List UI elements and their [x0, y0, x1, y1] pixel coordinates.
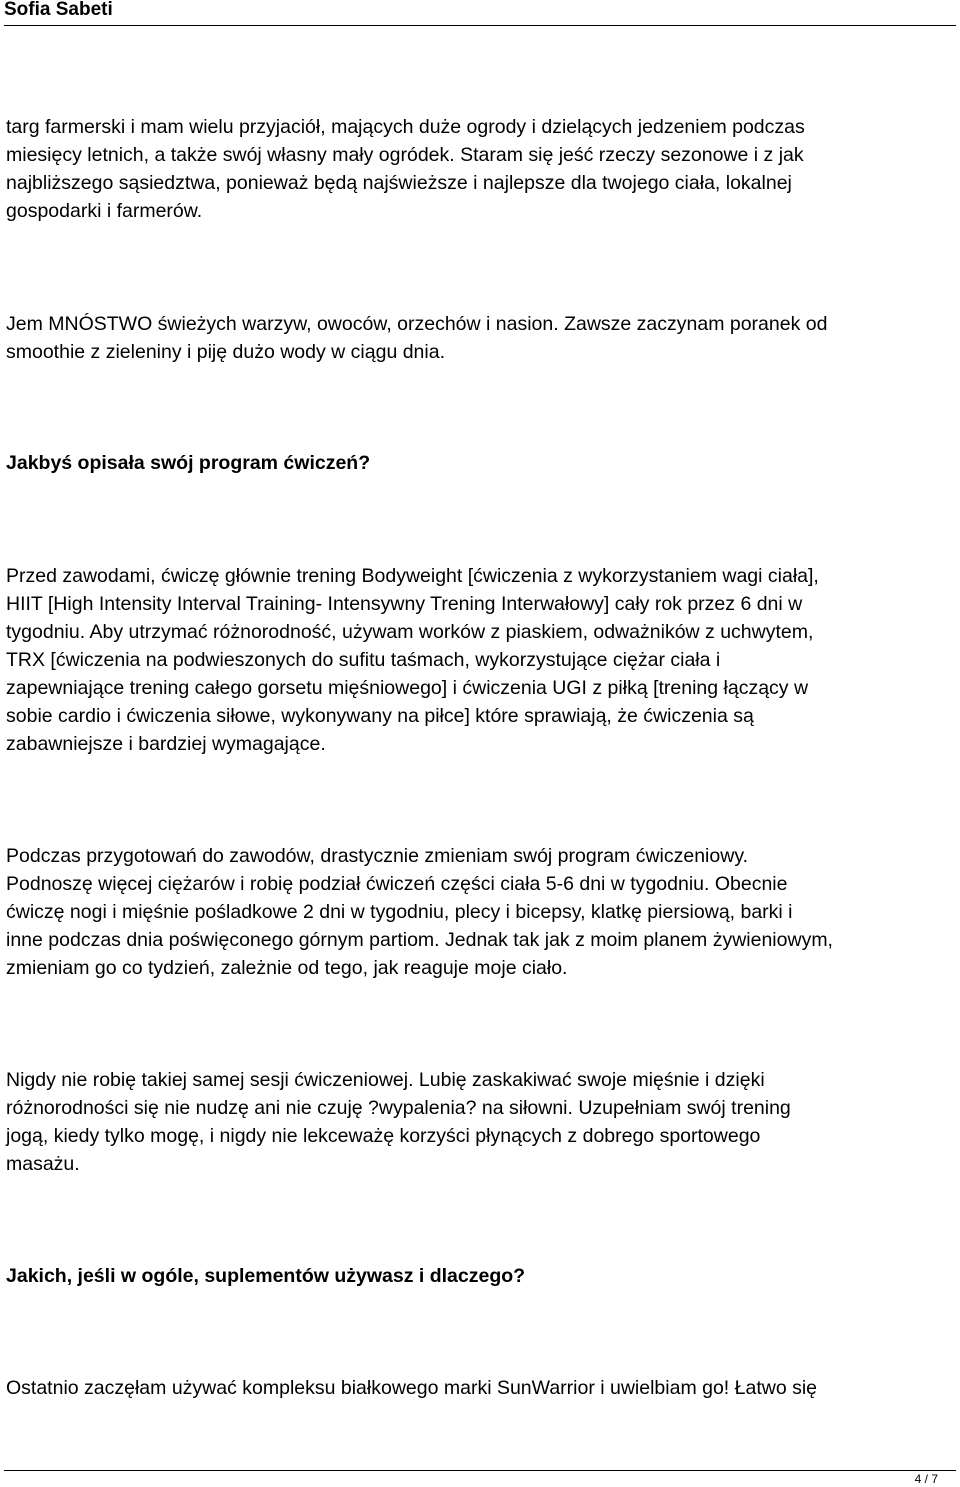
page-number: 4 / 7: [914, 1472, 938, 1486]
footer-divider: [4, 1470, 956, 1471]
paragraph-local-produce: targ farmerski i mam wielu przyjaciół, mających duże ogrody i dzielących jedzeniem podczas miesięcy letnich, a także swój własny mały ogródek. Staram się jeść rzeczy sezonowe i z jak najbliższego sąsiedztwa, ponieważ będą najświeższe i najlepsze dla twojego ciała, lokalnej gospodarki i farmerów.: [6, 116, 805, 222]
paragraph-competition-prep: Podczas przygotowań do zawodów, drastycznie zmieniam swój program ćwiczeniowy. Podnoszę więcej ciężarów i robię podział ćwiczeń części ciała 5-6 dni w tygodniu. Obecnie ćwiczę nogi i mięśnie pośladkowe 2 dni w tygodniu, plecy i bicepsy, klatkę piersiową, barki i inne podczas dnia poświęconego górnym partiom. Jednak tak jak z moim planem żywieniowym, zmieniam go co tydzień, zależnie od tego, jak reaguje moje ciało.: [6, 845, 833, 979]
paragraph-variety: Nigdy nie robię takiej samej sesji ćwiczeniowej. Lubię zaskakiwać swoje mięśnie i dzięki różnorodności się nie nudzę ani nie czuję ?wypalenia? na siłowni. Uzupełniam swój trening jogą, kiedy tylko mogę, i nigdy nie lekceważę korzyści płynących z dobrego sportowego masażu.: [6, 1069, 791, 1175]
paragraph-training-routine: Przed zawodami, ćwiczę głównie trening Bodyweight [ćwiczenia z wykorzystaniem wagi ciała], HIIT [High Intensity Interval Training- Intensywny Trening Interwałowy] cały rok przez 6 dni w tygodniu. Aby utrzymać różnorodność, używam worków z piaskiem, odważników z uchwytem, TRX [ćwiczenia na podwieszonych do sufitu taśmach, wykorzystujące ciężar ciała i zapewniające trening całego gorsetu mięśniowego] i ćwiczenia UGI z piłką [trening łączący w sobie cardio i ćwiczenia siłowe, wykonywany na piłce] które sprawiają, że ćwiczenia są zabawniejsze i bardziej wymagające.: [6, 565, 819, 755]
question-heading-exercise-program: Jakbyś opisała swój program ćwiczeń?: [6, 452, 371, 474]
header-divider: [4, 25, 956, 26]
question-heading-supplements: Jakich, jeśli w ogóle, suplementów używasz i dlaczego?: [6, 1265, 526, 1287]
paragraph-diet: Jem MNÓSTWO świeżych warzyw, owoców, orzechów i nasion. Zawsze zaczynam poranek od smoothie z zieleniny i piję dużo wody w ciągu dnia.: [6, 313, 828, 363]
document-author: Sofia Sabeti: [4, 0, 113, 20]
paragraph-supplements: Ostatnio zaczęłam używać kompleksu białkowego marki SunWarrior i uwielbiam go! Łatwo się: [6, 1377, 818, 1399]
